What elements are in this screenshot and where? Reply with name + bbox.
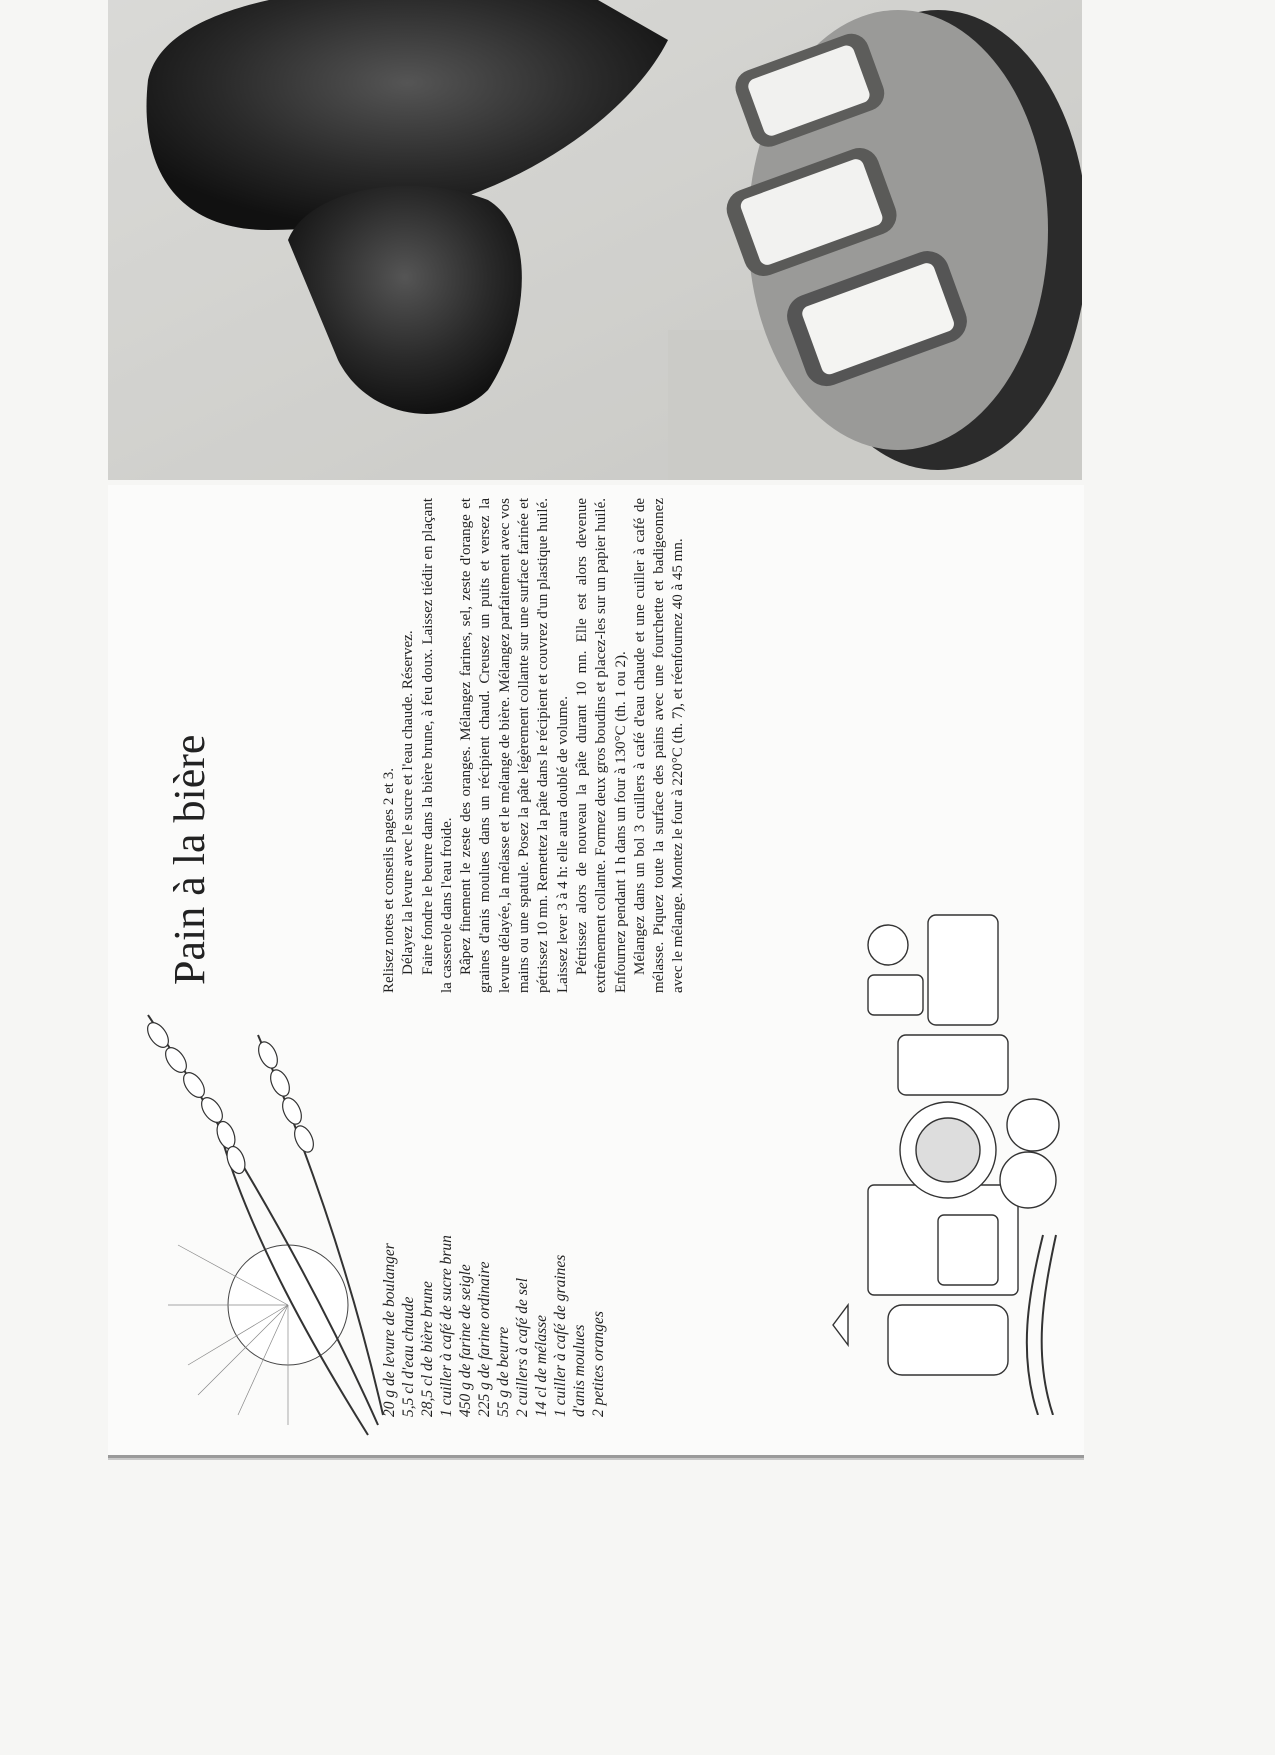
instruction-paragraph: Pétrissez alors de nouveau la pâte durant 10 mn. Elle est alors devenue extrêmement collante. Formez deux gros boudins et placez-les sur un papier huilé. Enfournez pendant 1 h dans un four à 130°C (th. 1 ou 2).	[573, 498, 629, 993]
ingredient-item: d'anis moulues	[571, 1324, 588, 1417]
ingredient-item: 5,5 cl d'eau chaude	[400, 1296, 417, 1417]
instruction-paragraph: Râpez finement le zeste des oranges. Mélangez farines, sel, zeste d'orange et graines d'anis moulues dans un récipient chaud. Creusez un puits et versez la levure délayée, la mélasse et le mélange de bière. Mélangez parfaitement avec vos mains ou une spatule. Posez la pâte légèrement collante sur une surface farinée et pétrissez 10 mn. Remettez la pâte dans le récipient et couvrez d'un plastique huilé. Laissez lever 3 à 4 h: elle aura doublé de volume.	[458, 498, 571, 993]
ingredient-item: 225 g de farine ordinaire	[476, 1261, 493, 1417]
recipe-page	[108, 485, 1084, 1458]
page-title: Pain à la bière	[165, 734, 214, 985]
ingredient-item: 20 g de levure de boulanger	[381, 1243, 398, 1417]
ingredients-illustration	[828, 895, 1068, 1415]
ingredient-item: 2 petites oranges	[590, 1311, 607, 1417]
instruction-paragraph: Mélangez dans un bol 3 cuillers à café d'eau chaude et une cuiller à café de mélasse. Piquez toute la surface des pains avec une fourchette et badigeonnez avec le mélange. Montez le four à 220°C (th. 7), et réenfournez 40 à 45 mn.	[631, 498, 687, 993]
instruction-paragraph: Délayez la levure avec le sucre et l'eau chaude. Réservez.	[400, 630, 417, 975]
ingredient-item: 1 cuiller à café de sucre brun	[438, 1235, 455, 1417]
ingredient-item: 2 cuillers à café de sel	[514, 1277, 531, 1417]
wheat-sun-illustration	[108, 985, 388, 1455]
ingredients-list	[380, 1057, 608, 1417]
instruction-paragraph: Faire fondre le beurre dans la bière brune, à feu doux. Laissez tiédir en plaçant la casserole dans l'eau froide.	[419, 498, 455, 993]
ingredient-item: 55 g de beurre	[495, 1326, 512, 1417]
recipe-content	[108, 485, 1084, 1455]
ingredient-item: 28,5 cl de bière brune	[419, 1281, 436, 1417]
bread-photo	[108, 0, 1082, 480]
ingredient-item: 14 cl de mélasse	[533, 1314, 550, 1417]
ingredient-item: 1 cuiller à café de graines	[552, 1254, 569, 1417]
instructions	[380, 498, 689, 993]
instruction-paragraph: Relisez notes et conseils pages 2 et 3.	[381, 768, 397, 993]
ingredient-item: 450 g de farine de seigle	[457, 1264, 474, 1417]
